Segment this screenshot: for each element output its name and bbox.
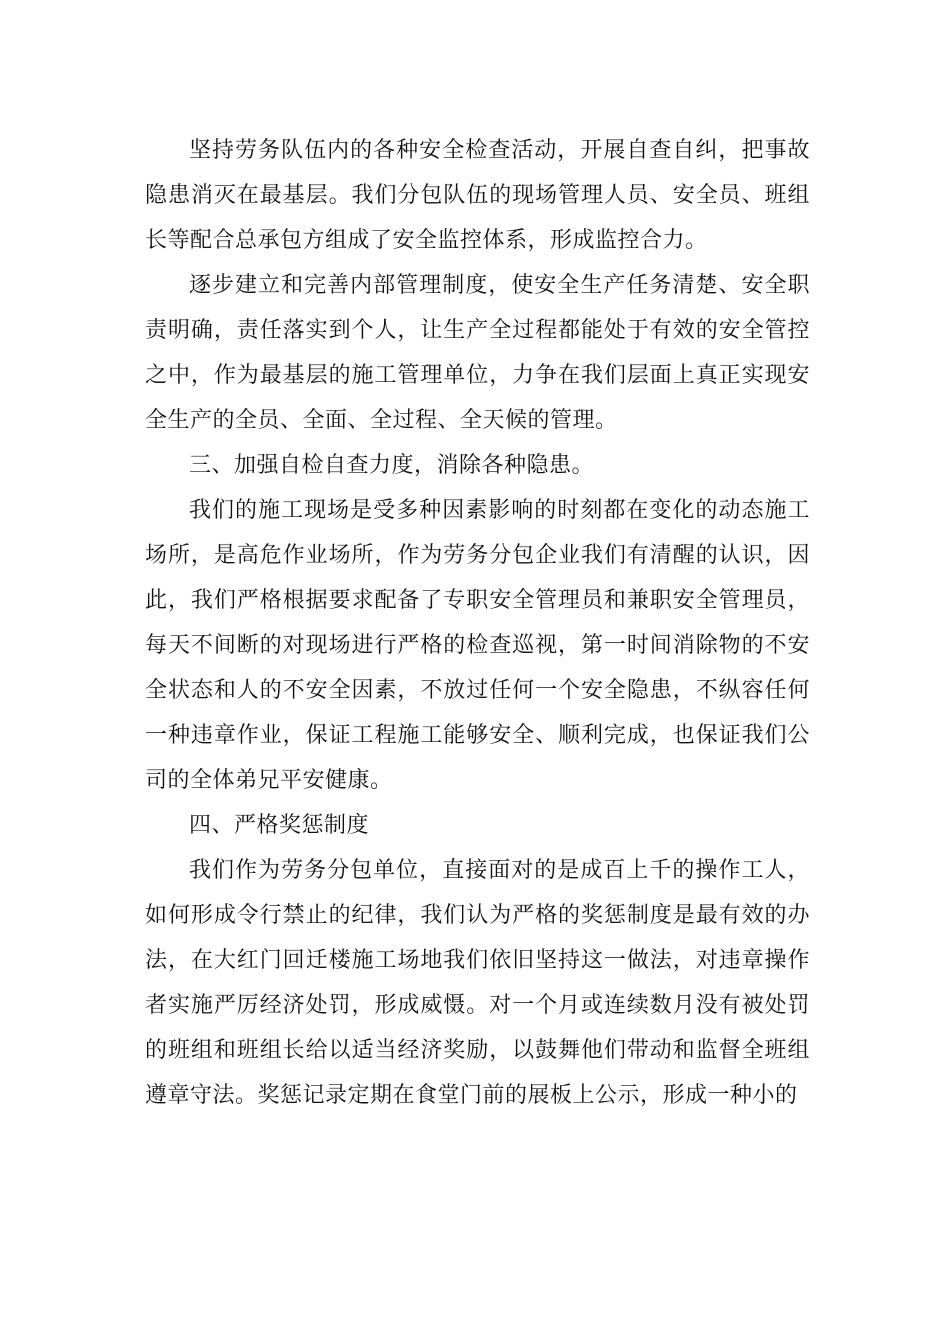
document-body: [145, 128, 810, 1118]
paragraph-internal-management: 逐步建立和完善内部管理制度，使安全生产任务清楚、安全职责明确，责任落实到个人，让生产全过程都能处于有效的安全管控之中，作为最基层的施工管理单位，力争在我们层面上真正实现安全生产的全员、全面、全过程、全天候的管理。: [145, 273, 810, 433]
section-heading-self-inspection: 三、加强自检自查力度，消除各种隐患。: [189, 453, 595, 478]
paragraph-construction-site: 我们的施工现场是受多种因素影响的时刻都在变化的动态施工场所，是高危作业场所，作为劳务分包企业我们有清醒的认识，因此，我们严格根据要求配备了专职安全管理员和兼职安全管理员，每天不间断的对现场进行严格的检查巡视，第一时间消除物的不安全状态和人的不安全因素，不放过任何一个安全隐患，不纵容任何一种违章作业，保证工程施工能够安全、顺利完成，也保证我们公司的全体弟兄平安健康。: [145, 498, 810, 793]
section-heading-rewards-penalties: 四、严格奖惩制度: [189, 813, 370, 838]
paragraph-safety-inspection: 坚持劳务队伍内的各种安全检查活动，开展自查自纠，把事故隐患消灭在最基层。我们分包队伍的现场管理人员、安全员、班组长等配合总承包方组成了安全监控体系，形成监控合力。: [145, 138, 810, 253]
paragraph-rewards-penalties: 我们作为劳务分包单位，直接面对的是成百上千的操作工人，如何形成令行禁止的纪律，我们认为严格的奖惩制度是最有效的办法，在大红门回迁楼施工场地我们依旧坚持这一做法，对违章操作者实施严厉经济处罚，形成威慑。对一个月或连续数月没有被处罚的班组和班组长给以适当经济奖励，以鼓舞他们带动和监督全班组遵章守法。奖惩记录定期在食堂门前的展板上公示，形成一种小的: [145, 858, 810, 1108]
